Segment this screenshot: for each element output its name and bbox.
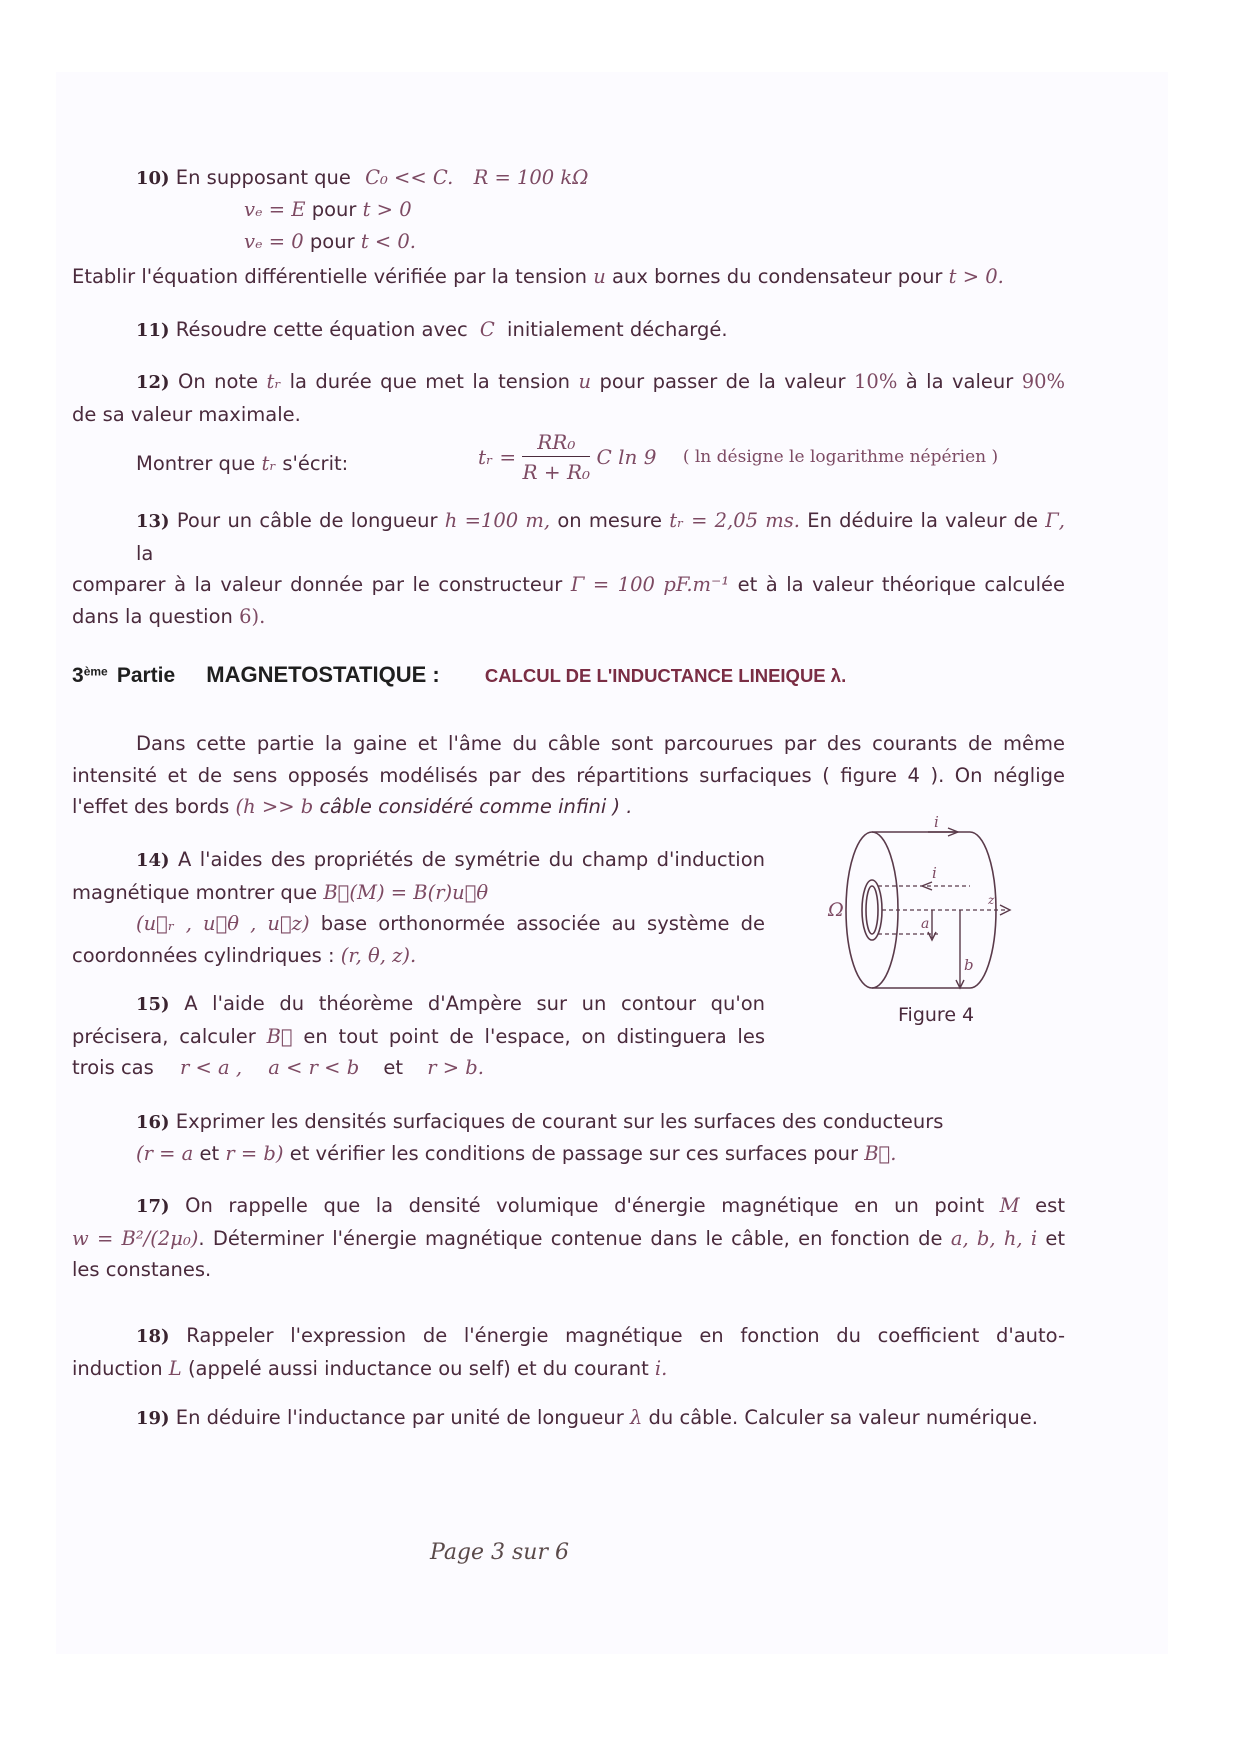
q15-line2 [72, 1021, 765, 1053]
q19-a: En déduire l'inductance par unité de longueur [175, 1406, 624, 1429]
q14-line1 [72, 844, 765, 877]
q14-l2-a: magnétique montrer que [72, 880, 318, 904]
q10-cond2: R = 100 kΩ [473, 166, 589, 189]
q14-l1: A l'aides des propriétés de symétrie du champ d'induction [178, 848, 765, 871]
q12-text-c: pour passer de la valeur [599, 370, 846, 393]
q17-l2-a: . Déterminer l'énergie magnétique contenue dans le câble, en fonction de [198, 1226, 943, 1250]
intro3-l1: Dans cette partie la gaine et l'âme du câble sont parcourues par des courants de même [136, 732, 1065, 755]
q17-line3: les constanes. [72, 1258, 212, 1281]
part3-subtitle: CALCUL DE L'INDUCTANCE LINEIQUE λ. [484, 665, 847, 686]
q13-line2-a: comparer à la valeur donnée par le constructeur [72, 573, 563, 596]
q12-pct2: 90% [1021, 370, 1066, 393]
q12-line1 [72, 366, 1065, 399]
q10-var-u: u [593, 265, 606, 288]
q11-text: Résoudre cette équation avec [175, 318, 468, 341]
q10-ve1-rhs: t > 0 [362, 198, 412, 221]
q15-l1: A l'aide du théorème d'Ampère sur un contour qu'on [184, 992, 765, 1015]
part3-title: MAGNETOSTATIQUE : [206, 662, 440, 687]
figure-label-i-top: i [934, 813, 939, 831]
q19-line [136, 1406, 1038, 1429]
q14-line4 [72, 940, 765, 972]
q10-intro: En supposant que [175, 166, 351, 189]
q18-line1 [72, 1320, 1065, 1353]
q13-line3 [72, 601, 1065, 633]
q15-l3-a: trois cas [72, 1056, 154, 1079]
q10-line1 [136, 166, 588, 189]
q10-number: 10) [136, 168, 170, 189]
q12-text-b: la durée que met la tension [289, 370, 571, 393]
intro3-paragraph [72, 728, 1065, 823]
q16-line2 [136, 1142, 896, 1165]
figure-label-b: b [964, 956, 974, 974]
q18-l2-L: L [168, 1356, 182, 1380]
q13-a: Pour un câble de longueur [176, 509, 438, 532]
q18-l2-i: i. [654, 1356, 668, 1380]
q14-paragraph [72, 844, 765, 971]
q17-line2 [72, 1223, 1065, 1255]
q16-l2-d: et vérifier les conditions de passage sur ces surfaces pour [289, 1142, 858, 1165]
q16-l1: Exprimer les densités surfaciques de courant sur les surfaces des conducteurs [175, 1110, 944, 1133]
q12-show-var: tᵣ [261, 452, 277, 475]
q19-b: du câble. Calculer sa valeur numérique. [648, 1406, 1038, 1429]
q10-ve2 [244, 230, 416, 253]
q12-text-d: à la valeur [905, 370, 1014, 393]
q11-line [136, 318, 728, 341]
part3-partie: Partie [116, 664, 176, 687]
q17-l1-m: M [999, 1194, 1020, 1217]
q12-var-tr: tᵣ [266, 370, 282, 393]
q17-paragraph [72, 1190, 1065, 1286]
q15-case3: r > b. [427, 1056, 484, 1079]
q14-l4-b: (r, θ, z). [340, 943, 417, 967]
q15-number: 15) [136, 994, 170, 1015]
q12-show-b: s'écrit: [282, 452, 349, 475]
intro3-l3-c: câble considéré comme infini ) . [319, 795, 633, 818]
q14-number: 14) [136, 850, 170, 871]
q13-number: 13) [136, 511, 170, 532]
q13-b: on mesure [557, 509, 662, 532]
q10-text: Etablir l'équation différentielle vérifiée par la tension [72, 265, 588, 288]
q15-l2-c: en tout point de l'espace, on distinguera les [303, 1024, 765, 1048]
q15-line1 [72, 988, 765, 1021]
q12-eq-note: ( ln désigne le logarithme népérien ) [682, 447, 999, 467]
q15-l2-b: B⃗ [266, 1024, 293, 1048]
q18-l2-a: induction [72, 1356, 163, 1380]
q17-l2-vars: a, b, h, i [950, 1226, 1038, 1250]
q16-number: 16) [136, 1112, 170, 1133]
q12-paragraph [72, 366, 1065, 430]
q14-l2-eq: B⃗(M) = B(r)u⃗θ [323, 880, 489, 904]
q13-line3-num: 6). [239, 604, 266, 628]
q13-paragraph [72, 505, 1065, 632]
q16-l2-a: (r = a [136, 1142, 194, 1165]
q15-case2: a < r < b [268, 1056, 360, 1079]
intro3-l3 [72, 791, 1065, 823]
figure-label-z: z [988, 893, 995, 907]
part3-num: 3 [72, 664, 84, 687]
q15-l2-a: précisera, calculer [72, 1024, 256, 1048]
q15-et: et [383, 1056, 404, 1079]
q10-ve1 [244, 198, 412, 221]
figure-label-omega: Ω [828, 899, 844, 921]
q17-l2-b: et [1045, 1226, 1066, 1250]
q17-l1-b: est [1035, 1194, 1065, 1217]
q12-text-a: On note [178, 370, 259, 393]
q13-c: En déduire la valeur de [807, 509, 1039, 532]
q17-line1 [72, 1190, 1065, 1223]
q14-l4-a: coordonnées cylindriques : [72, 943, 335, 967]
figure-4-caption: Figure 4 [898, 1004, 975, 1026]
q13-line2 [72, 569, 1065, 601]
q14-l3-vec: (u⃗ᵣ , u⃗θ , u⃗z) [136, 912, 310, 935]
q13-line1 [72, 505, 1065, 569]
q14-line2 [72, 877, 765, 909]
q14-line3 [72, 908, 765, 940]
q19-lambda: λ [629, 1406, 643, 1429]
q10-ve2-rhs: t < 0. [360, 230, 416, 253]
q15-case1: r < a , [179, 1056, 243, 1079]
q10-ve2-mid: pour [309, 230, 355, 253]
q17-number: 17) [136, 1196, 170, 1217]
q12-var-u: u [578, 370, 592, 393]
intro3-l3-b: (h >> b [235, 795, 314, 818]
q10-ve1-mid: pour [311, 198, 357, 221]
q12-eq-fraction [522, 430, 590, 484]
q12-show-a: Montrer que [136, 452, 256, 475]
part3-heading [72, 662, 846, 688]
q18-l2-b: (appelé aussi inductance ou self) et du courant [187, 1356, 649, 1380]
q16-l2-b: et [199, 1142, 220, 1165]
q12-show [136, 452, 348, 475]
q17-l2-eq: w = B²/(2μ₀) [72, 1226, 199, 1250]
intro3-l3-a: l'effet des bords [72, 795, 230, 818]
q12-eq-rhs: C ln 9 [596, 445, 657, 469]
figure-label-i-mid: i [932, 864, 937, 882]
q12-pct1: 10% [854, 370, 898, 393]
q15-paragraph [72, 988, 765, 1084]
q12-number: 12) [136, 372, 170, 393]
q11-var: C [479, 318, 495, 341]
q15-line3 [72, 1052, 765, 1084]
q12-eq-lhs: tᵣ = [478, 445, 517, 469]
q13-gamma-val: Γ = 100 pF.m⁻¹ [570, 573, 730, 596]
q12-eq-numerator: RR₀ [522, 430, 590, 457]
intro3-l2: intensité et de sens opposés modélisés par des répartitions surfaciques ( figure 4 ). On néglige [72, 763, 1065, 787]
q11-number: 11) [136, 320, 170, 341]
part3-sup: ème [83, 664, 108, 679]
q13-h: h =100 m, [444, 509, 551, 532]
q10-cond1: C₀ << C. [365, 166, 454, 189]
q18-number: 18) [136, 1326, 170, 1347]
q13-d: la [136, 541, 154, 565]
q16-line1 [136, 1110, 943, 1133]
q12-line2: de sa valeur maximale. [72, 402, 301, 426]
q11-text2: initialement déchargé. [507, 318, 728, 341]
q10-ve1-lhs: vₑ = E [244, 198, 306, 221]
q19-number: 19) [136, 1408, 170, 1429]
q16-l2-c: r = b) [225, 1142, 284, 1165]
q10-ve2-lhs: vₑ = 0 [244, 230, 304, 253]
q13-line3-a: dans la question [72, 604, 233, 628]
page-footer: Page 3 sur 6 [430, 1540, 569, 1565]
q18-line2 [72, 1353, 1065, 1385]
q10-cond3: t > 0. [948, 265, 1004, 288]
q10-line4 [72, 265, 1004, 288]
q13-gamma: Γ, [1045, 509, 1066, 532]
q14-l3-b: base orthonormée associée au système de [320, 912, 766, 935]
q18-paragraph [72, 1320, 1065, 1384]
inner-core-ellipse [866, 886, 878, 934]
figure-label-a: a [921, 916, 930, 932]
q13-line2-b: et à la valeur théorique calculée [737, 573, 1066, 596]
figure-4-coaxial-cable [828, 813, 1048, 1008]
q12-equation [478, 430, 998, 484]
inner-front-ellipse [862, 880, 882, 940]
q12-eq-denominator: R + R₀ [522, 460, 591, 484]
q10-text2: aux bornes du condensateur pour [612, 265, 943, 288]
q18-l1: Rappeler l'expression de l'énergie magnétique en fonction du coefficient d'auto- [186, 1324, 1066, 1347]
q17-l1-a: On rappelle que la densité volumique d'énergie magnétique en un point [185, 1194, 985, 1217]
q13-tr: tᵣ = 2,05 ms. [669, 509, 800, 532]
q16-l2-e: B⃗. [864, 1142, 897, 1165]
